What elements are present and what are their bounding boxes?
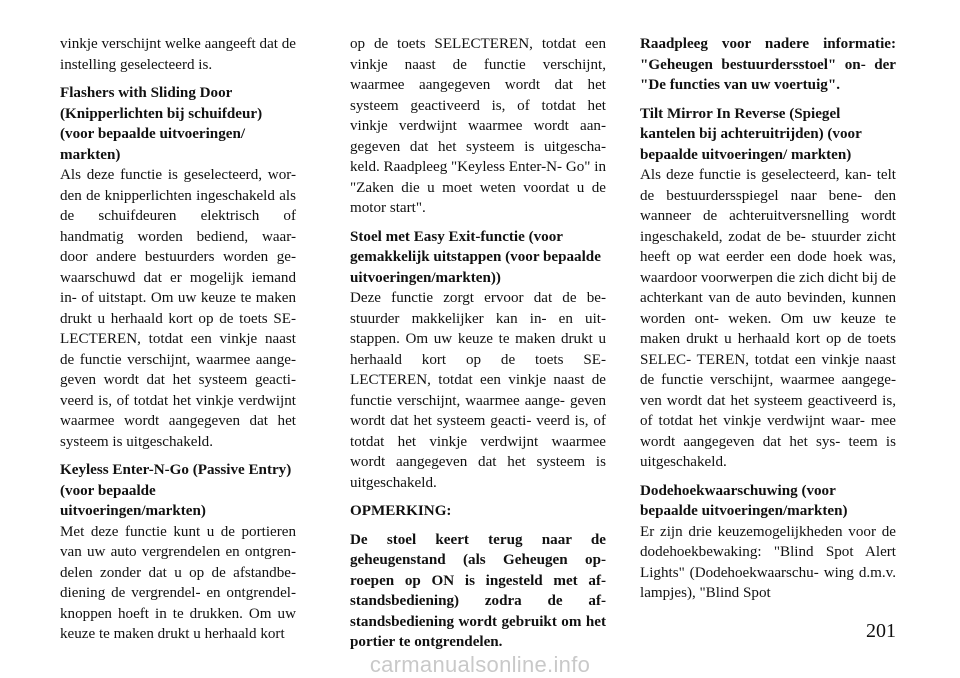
page-number: 201 xyxy=(866,620,896,642)
section-tilt-mirror xyxy=(640,104,896,473)
column-3 xyxy=(640,34,896,604)
continuation-paragraph: op de toets SELECTEREN, totdat een vinkje naast de functie verschijnt, waarmee aangegeven wordt dat het systeem geactiveerd is, of totdat het vinkje verdwijnt waarmee wordt aan- gegeven dat het systeem is uitgescha- keld. Raadpleeg "Keyless Enter-N- Go" in "Zaken die u moet weten voordat u de motor start". xyxy=(350,36,606,216)
section-body: Als deze functie is geselecteerd, wor- den de knipperlichten ingeschakeld als de schuifdeuren elektrisch of handmatig worden bediend, waar- door andere bestuurders worden ge- waarschuwd dat er mogelijk iemand in- of uitstapt. Om uw keuze te maken drukt u herhaald kort op de toets SE- LECTEREN, totdat een vinkje naast de functie verschijnt, waarmee aange- geven wordt dat het systeem geacti- veerd is, of totdat het vinkje verdwijnt waarmee wordt aangegeven dat het systeem is uitgeschakeld. xyxy=(60,167,296,450)
section-body: Als deze functie is geselecteerd, kan- telt de bestuurdersspiegel naar bene- den wanneer de achteruitversnelling wordt ingeschakeld, zodat de be- stuurder zicht heeft op wat eerder een dode hoek was, waardoor voorwerpen die zich dicht bij de achterkant van de auto bevinden, kunnen worden ont- weken. Om uw keuze te maken drukt u herhaald kort op de toets SELEC- TEREN, totdat een vinkje naast de functie verschijnt, waarmee aangege- ven wordt dat het systeem geactiveerd is, of totdat het vinkje verdwijnt waar- mee wordt aangegeven dat het sys- teem is uitgeschakeld. xyxy=(640,167,896,470)
column-1 xyxy=(60,34,296,645)
section-heading: Stoel met Easy Exit-functie (voor gemakkelijk uitstappen (voor bepaalde uitvoeringen/markten)) xyxy=(350,228,601,286)
intro-paragraph: vinkje verschijnt welke aangeeft dat de instelling geselecteerd is. xyxy=(60,36,296,73)
section-heading: Flashers with Sliding Door (Knipperlichten bij schuifdeur) (voor bepaalde uitvoeringen/ markten) xyxy=(60,85,263,163)
note-title: OPMERKING: xyxy=(350,503,452,519)
section-keyless xyxy=(60,460,296,645)
note-body: De stoel keert terug naar de geheugenstand (als Geheugen op- roepen op ON is ingesteld met af- standsbediening) zodra de af- standsbediening wordt gebruikt om het portier te ontgrendelen. xyxy=(350,531,606,650)
watermark: carmanualsonline.info xyxy=(369,652,591,677)
section-body: Er zijn drie keuzemogelijkheden voor de dodehoekbewaking: "Blind Spot Alert Lights" (Dodehoekwaarschu- wing d.m.v. lampjes), "Blind Spot xyxy=(640,523,896,601)
section-blind-spot xyxy=(640,481,896,604)
section-body: Deze functie zorgt ervoor dat de be- stuurder makkelijker kan in- en uit- stappen. Om uw keuze te maken drukt u herhaald kort op de toets SE- LECTEREN, totdat een vinkje naast de functie verschijnt, waarmee aange- geven wordt dat het systeem geacti- veerd is, of totdat het vinkje verdwijnt waarmee wordt aangegeven dat het systeem is uitgeschakeld. xyxy=(350,290,606,491)
section-heading: Keyless Enter-N-Go (Passive Entry) (voor bepaalde uitvoeringen/markten) xyxy=(60,462,292,519)
section-flashers xyxy=(60,83,296,452)
section-heading: Tilt Mirror In Reverse (Spiegel kantelen bij achteruitrijden) (voor bepaalde uitvoeringen/ markten) xyxy=(640,105,862,163)
section-heading: Dodehoekwaarschuwing (voor bepaalde uitvoeringen/markten) xyxy=(640,482,848,519)
note-block xyxy=(350,501,606,653)
section-body: Met deze functie kunt u de portieren van uw auto vergrendelen en ontgren- delen zonder dat u op de afstandbe- diening de vergrendel- en ontgrendel- knoppen hoeft in te drukken. Om uw keuze te maken drukt u herhaald kort xyxy=(60,523,296,642)
section-easy-exit xyxy=(350,227,606,494)
column-2 xyxy=(350,34,606,653)
reference-paragraph: Raadpleeg voor nadere informatie: "Geheugen bestuurdersstoel" on- der "De functies van uw voertuig". xyxy=(640,36,896,93)
